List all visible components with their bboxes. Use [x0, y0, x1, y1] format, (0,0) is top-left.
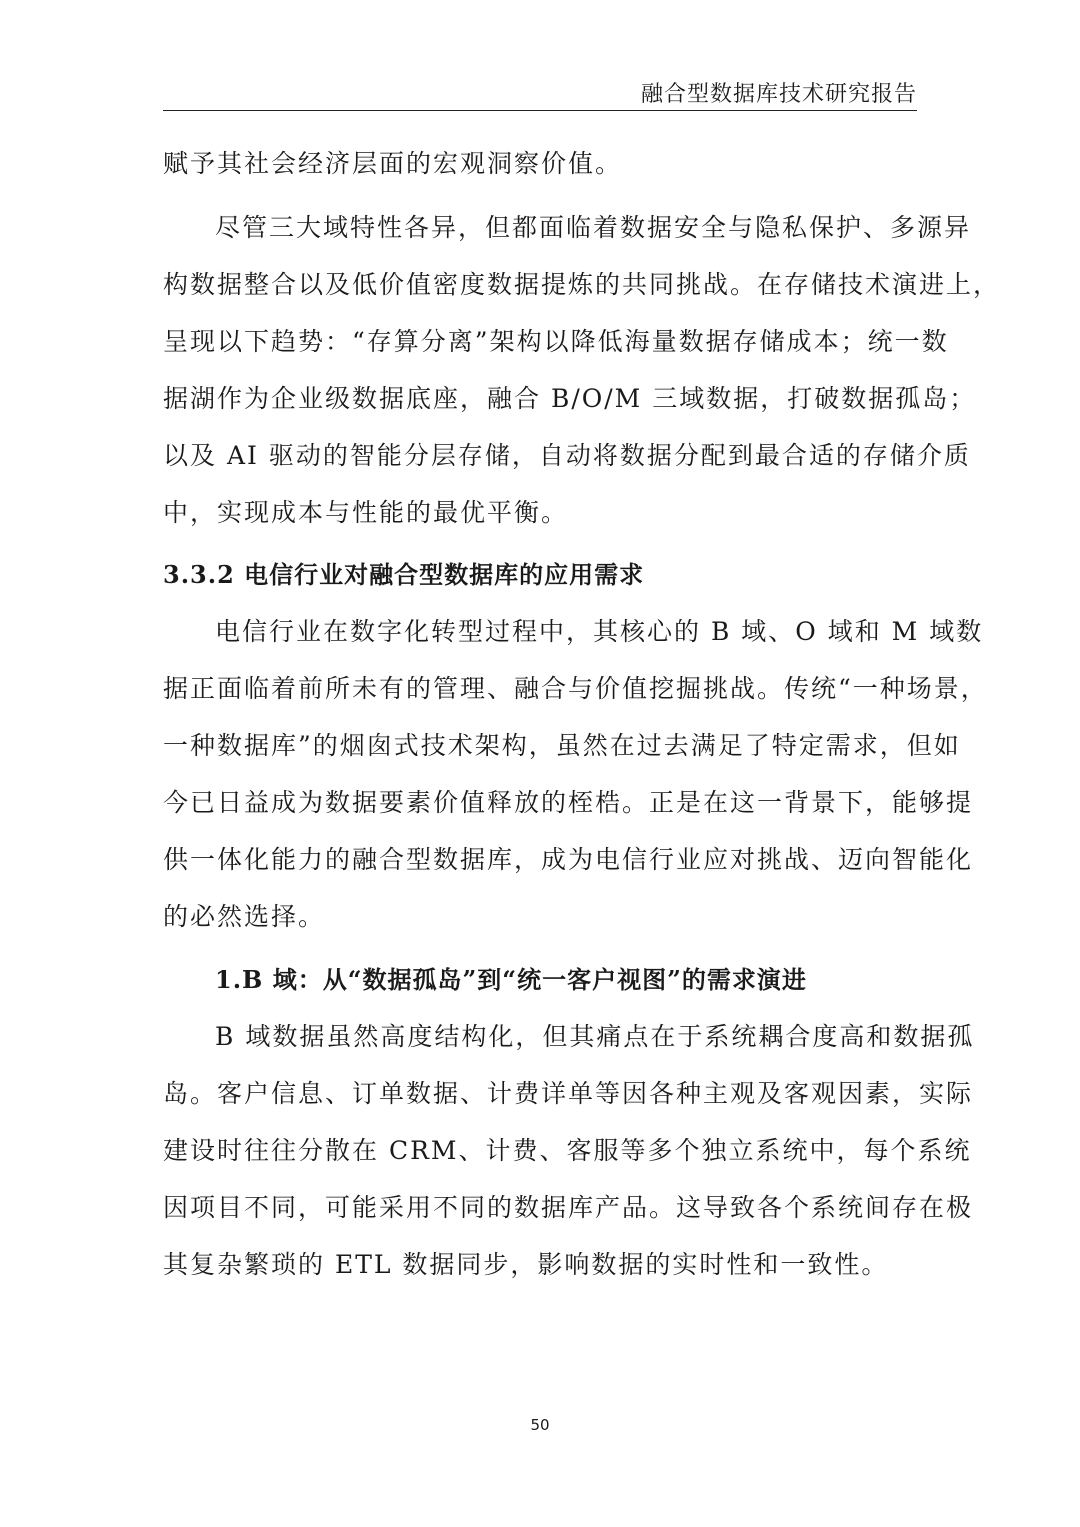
- paragraph-line: 中，实现成本与性能的最优平衡。: [163, 498, 569, 527]
- paragraph-line: 一种数据库”的烟囱式技术架构，虽然在过去满足了特定需求，但如: [163, 731, 961, 760]
- paragraph-line: 因项目不同，可能采用不同的数据库产品。这导致各个系统间存在极: [163, 1193, 974, 1222]
- paragraph-line: 尽管三大域特性各异，但都面临着数据安全与隐私保护、多源异: [215, 213, 972, 242]
- paragraph-line: 呈现以下趋势：“存算分离”架构以降低海量数据存储成本；统一数: [163, 327, 949, 356]
- paragraph-line: 建设时往往分散在 CRM、计费、客服等多个独立系统中，每个系统: [163, 1136, 972, 1165]
- paragraph-line: 据正面临着前所未有的管理、融合与价值挖掘挑战。传统“一种场景，: [163, 674, 988, 703]
- paragraph-line: 赋予其社会经济层面的宏观洞察价值。: [163, 149, 623, 178]
- paragraph-line: 以及 AI 驱动的智能分层存储，自动将数据分配到最合适的存储介质: [163, 441, 971, 470]
- subsection-heading: 1.B 域：从“数据孤岛”到“统一客户视图”的需求演进: [215, 965, 807, 994]
- header-divider: [163, 110, 917, 111]
- paragraph-line: 岛。客户信息、订单数据、计费详单等因各种主观及客观因素，实际: [163, 1079, 974, 1108]
- paragraph-line: 其复杂繁琐的 ETL 数据同步，影响数据的实时性和一致性。: [163, 1250, 889, 1279]
- paragraph-line: 今已日益成为数据要素价值释放的桎梏。正是在这一背景下，能够提: [163, 788, 974, 817]
- header-title: 融合型数据库技术研究报告: [640, 82, 917, 107]
- paragraph-line: 构数据整合以及低价值密度数据提炼的共同挑战。在存储技术演进上，: [163, 270, 1001, 299]
- paragraph-line: B 域数据虽然高度结构化，但其痛点在于系统耦合度高和数据孤: [215, 1022, 975, 1051]
- paragraph-line: 供一体化能力的融合型数据库，成为电信行业应对挑战、迈向智能化: [163, 845, 974, 874]
- paragraph-line: 电信行业在数字化转型过程中，其核心的 B 域、O 域和 M 域数: [215, 617, 984, 646]
- paragraph-line: 的必然选择。: [163, 902, 326, 931]
- page-number: 50: [530, 1416, 550, 1434]
- paragraph-line: 据湖作为企业级数据底座，融合 B/O/M 三域数据，打破数据孤岛；: [163, 384, 977, 413]
- section-heading: 3.3.2 电信行业对融合型数据库的应用需求: [163, 560, 645, 589]
